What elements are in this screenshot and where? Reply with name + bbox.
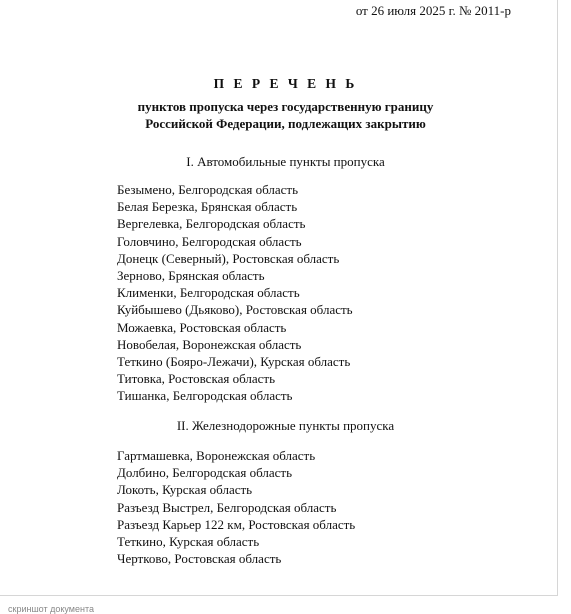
image-caption: скриншот документа — [8, 604, 94, 614]
list-item: Гартмашевка, Воронежская область — [117, 448, 316, 463]
list-item: Новобелая, Воронежская область — [117, 336, 302, 352]
section-heading-rail: II. Железнодорожные пункты пропуска — [176, 418, 395, 433]
list-item: Куйбышево (Дьяково), Ростовская область — [117, 302, 353, 318]
document-subtitle-line-2: Российской Федерации, подлежащих закрытию — [145, 116, 426, 131]
road-checkpoints-list — [117, 181, 353, 405]
list-item: Безымено, Белгородская область — [117, 182, 299, 197]
list-item: Чертково, Ростовская область — [117, 551, 282, 567]
list-item: Можаевка, Ростовская область — [117, 319, 287, 335]
document-subtitle-line-1: пунктов пропуска через государственную границу — [137, 99, 434, 114]
list-item: Титовка, Ростовская область — [117, 371, 275, 387]
list-item: Зерново, Брянская область — [117, 268, 265, 284]
list-item: Теткино, Курская область — [117, 534, 260, 550]
list-item: Головчино, Белгородская область — [117, 233, 302, 249]
list-item: Белая Березка, Брянская область — [117, 199, 298, 215]
list-item: Разъезд Карьер 122 км, Ростовская область — [117, 516, 356, 532]
list-item: Донецк (Северный), Ростовская область — [117, 250, 340, 266]
list-item: Теткино (Бояро-Лежачи), Курская область — [117, 354, 351, 370]
rail-checkpoints-list — [117, 447, 355, 567]
list-item: Долбино, Белгородская область — [117, 465, 292, 481]
document-title: П Е Р Е Ч Е Н Ь — [213, 76, 358, 91]
list-item: Разъезд Выстрел, Белгородская область — [117, 499, 337, 515]
list-item: Тишанка, Белгородская область — [117, 388, 293, 404]
list-item: Локоть, Курская область — [117, 482, 253, 498]
list-item: Клименки, Белгородская область — [117, 285, 300, 301]
document-reference: от 26 июля 2025 г. № 2011-р — [355, 3, 511, 18]
list-item: Вергелевка, Белгородская область — [117, 216, 306, 232]
section-heading-road: I. Автомобильные пункты пропуска — [186, 154, 385, 169]
